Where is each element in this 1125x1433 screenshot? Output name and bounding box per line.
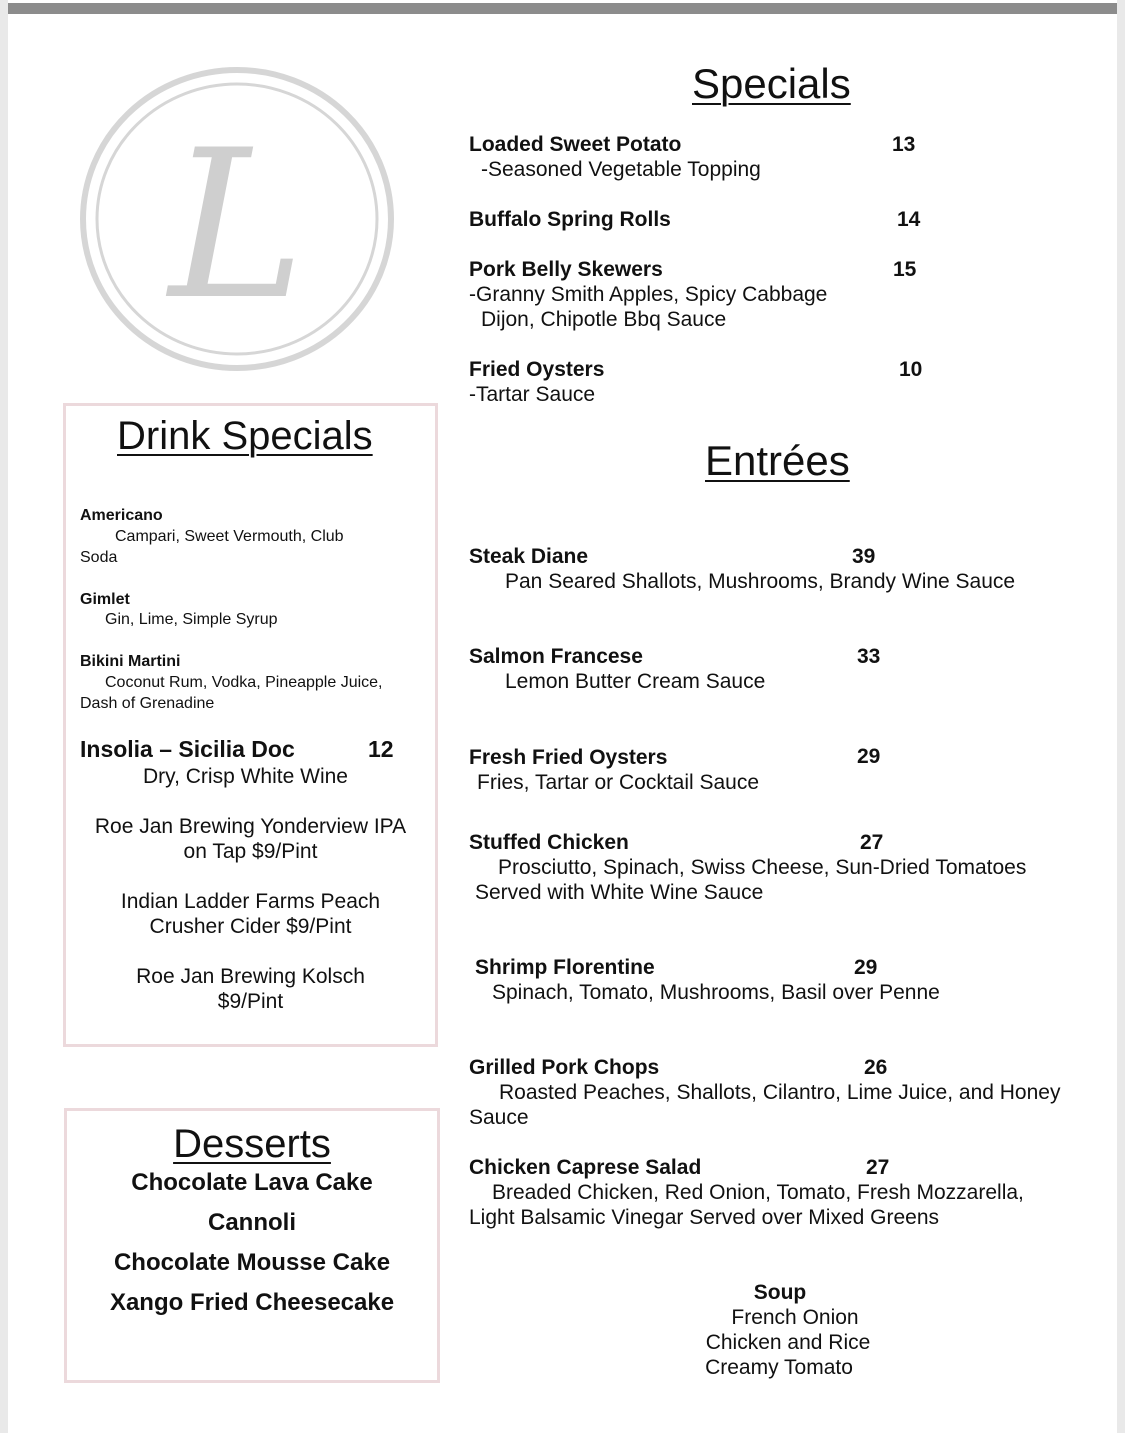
beer-line: Indian Ladder Farms Peach <box>120 890 381 913</box>
entree-desc: Spinach, Tomato, Mushrooms, Basil over Penne <box>492 981 940 1004</box>
cocktail-desc: Campari, Sweet Vermouth, Club <box>115 528 344 545</box>
cocktail-desc: Coconut Rum, Vodka, Pineapple Juice, <box>105 674 383 691</box>
entree-price: 33 <box>857 645 881 668</box>
entree-desc: Sauce <box>469 1106 529 1129</box>
special-name: Fried Oysters <box>469 358 605 381</box>
beer-line: Crusher Cider $9/Pint <box>149 915 352 938</box>
entree-desc: Fries, Tartar or Cocktail Sauce <box>477 771 760 794</box>
dessert-item: Chocolate Mousse Cake <box>113 1249 391 1276</box>
entree-name: Stuffed Chicken <box>469 831 629 854</box>
entree-price: 29 <box>854 956 878 979</box>
entree-price: 27 <box>860 831 884 854</box>
wine-desc: Dry, Crisp White Wine <box>143 765 348 788</box>
special-price: 15 <box>893 258 917 281</box>
soup-item: Chicken and Rice <box>705 1331 871 1354</box>
entrees-title: Entrées <box>705 437 850 484</box>
entree-name: Salmon Francese <box>469 645 643 668</box>
entree-desc: Light Balsamic Vinegar Served over Mixed Greens <box>469 1206 940 1229</box>
specials-title: Specials <box>692 60 851 107</box>
logo-letter: L <box>168 107 306 345</box>
entree-desc: Pan Seared Shallots, Mushrooms, Brandy Wine Sauce <box>505 570 1016 593</box>
beer-line: Roe Jan Brewing Kolsch <box>136 965 365 988</box>
top-bar <box>8 3 1117 14</box>
soup-item: Creamy Tomato <box>705 1356 853 1379</box>
desserts-title: Desserts <box>173 1122 331 1166</box>
special-desc: -Seasoned Vegetable Topping <box>481 158 761 181</box>
special-desc: -Tartar Sauce <box>469 383 596 406</box>
entree-desc: Roasted Peaches, Shallots, Cilantro, Lime Juice, and Honey <box>499 1081 1061 1104</box>
entree-desc: Breaded Chicken, Red Onion, Tomato, Fresh Mozzarella, <box>492 1181 1024 1204</box>
special-price: 13 <box>892 133 916 156</box>
entree-desc: Served with White Wine Sauce <box>475 881 764 904</box>
entree-name: Chicken Caprese Salad <box>469 1156 702 1179</box>
cocktail-name: Gimlet <box>80 591 130 608</box>
drink-specials-title: Drink Specials <box>117 414 373 458</box>
special-name: Pork Belly Skewers <box>469 258 663 281</box>
entree-price: 39 <box>852 545 876 568</box>
soup-item: French Onion <box>731 1306 859 1329</box>
special-price: 10 <box>899 358 923 381</box>
special-desc: -Granny Smith Apples, Spicy Cabbage <box>469 283 828 306</box>
beer-line: on Tap $9/Pint <box>183 840 318 863</box>
entree-price: 29 <box>857 745 881 768</box>
dessert-item: Cannoli <box>208 1209 296 1236</box>
entree-name: Grilled Pork Chops <box>469 1056 660 1079</box>
entree-name: Fresh Fried Oysters <box>469 746 668 769</box>
logo-emblem <box>76 64 398 376</box>
entree-name: Shrimp Florentine <box>475 956 655 979</box>
special-price: 14 <box>897 208 921 231</box>
cocktail-desc: Dash of Grenadine <box>80 695 215 712</box>
soup-title: Soup <box>753 1281 807 1304</box>
special-desc: Dijon, Chipotle Bbq Sauce <box>481 308 727 331</box>
wine-name: Insolia – Sicilia Doc <box>80 736 295 762</box>
cocktail-name: Bikini Martini <box>80 653 181 670</box>
entree-desc: Prosciutto, Spinach, Swiss Cheese, Sun-Dried Tomatoes <box>498 856 1027 879</box>
beer-item <box>66 815 435 864</box>
cocktail-desc: Soda <box>80 549 118 566</box>
cocktail-desc: Gin, Lime, Simple Syrup <box>105 611 278 628</box>
special-name: Loaded Sweet Potato <box>469 133 682 156</box>
cocktail-name: Americano <box>80 507 163 524</box>
beer-item <box>66 965 435 1014</box>
entree-price: 27 <box>866 1156 890 1179</box>
wine-price: 12 <box>368 736 394 762</box>
beer-line: Roe Jan Brewing Yonderview IPA <box>94 815 407 838</box>
beer-line: $9/Pint <box>217 990 284 1013</box>
beer-item <box>66 890 435 939</box>
entree-name: Steak Diane <box>469 545 589 568</box>
special-name: Buffalo Spring Rolls <box>469 208 671 231</box>
drink-specials-box <box>63 403 438 1047</box>
entree-desc: Lemon Butter Cream Sauce <box>505 670 766 693</box>
entree-price: 26 <box>864 1056 888 1079</box>
dessert-item: Chocolate Lava Cake <box>131 1169 373 1196</box>
dessert-item: Xango Fried Cheesecake <box>109 1289 395 1316</box>
